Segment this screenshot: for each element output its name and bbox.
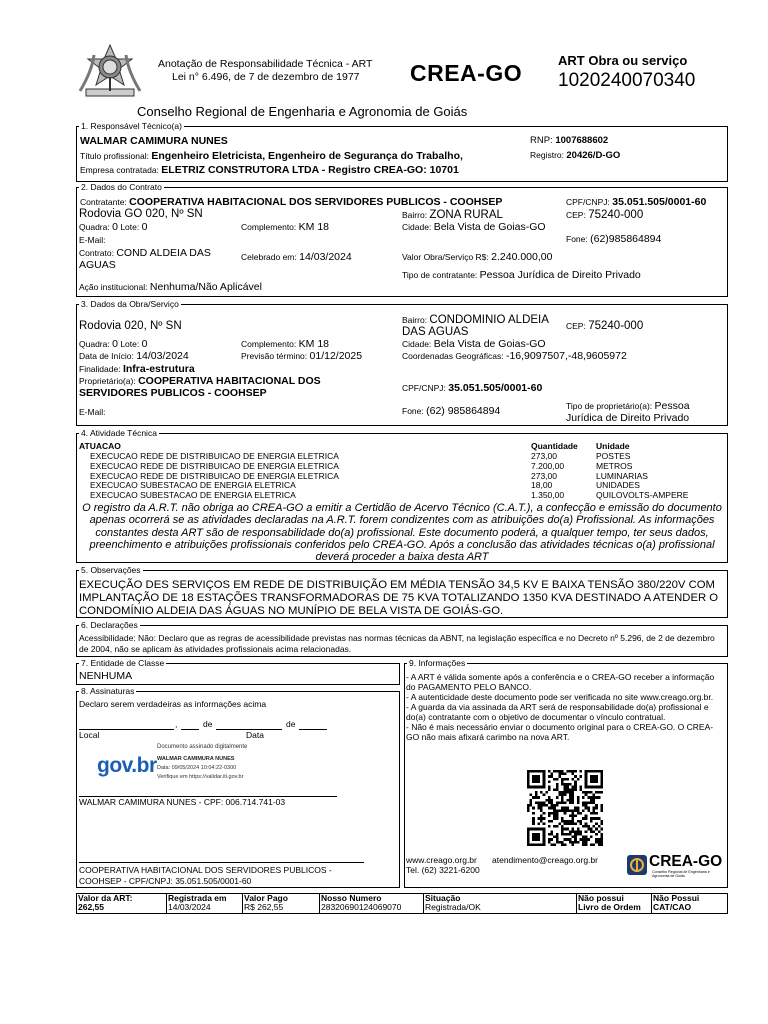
section-4-title: 4. Atividade Técnica [81,428,157,438]
local-label: Local [79,730,100,740]
govbr-logo: gov.br [97,754,157,777]
obra-endereco: Rodovia 020, Nº SN [79,320,182,332]
entidade-value: NENHUMA [79,670,133,682]
crea-logo-subtitle: Conselho Regional de Engenharia e Agronomia de Goiás [652,870,710,878]
footer-cell-label: Não possui [578,893,624,903]
activity-unit: METROS [596,461,633,471]
registro-label: Registro: [530,150,565,160]
brand-title: CREA-GO [410,60,523,86]
responsavel-name: WALMAR CAMIMURA NUNES [80,135,228,147]
footer-divider [651,893,652,914]
tipo-contratante-value: Pessoa Jurídica de Direito Privado [479,269,641,281]
celebrado-value: 14/03/2024 [299,251,352,263]
activity-desc: EXECUCAO SUBESTACAO DE ENERGIA ELETRICA [90,480,296,490]
contrato-compl-label: Complemento: [241,222,297,232]
acao-value: Nenhuma/Não Aplicável [149,281,262,293]
art-notice: O registro da A.R.T. não obriga ao CREA-GO a emitir a Certidão de Acervo Técnico (C.A.T.), a confecção e emissão do documento apenas ocorrerá se as atividades declaradas na A.R.T. forem condizentes com as atribuições do(a) Profissional. As informações constantes desta ART são de responsabilidade do(a) profissional. Este documento poderá, a qualquer tempo, ter seus dados, preenchimento e atribuições profissionais conferidos pelo CREA-GO. Após a conclusão das atividades técnicas o(a) profissional deverá proceder a baixa desta ART [82,502,722,564]
footer-divider [576,893,577,914]
info-item: - Não é mais necessário enviar o documento original para o CREA-GO. O CREA-GO não mais afixará carimbo na nova ART. [406,722,714,742]
info-item: - A ART é válida somente após a conferência e o CREA-GO receber a informação do PAGAMENTO PELO BANCO. [406,672,715,692]
inicio-label: Data de Início: [79,351,134,361]
footer-cell-value: Livro de Ordem [578,902,641,912]
art-label: ART Obra ou serviço [558,53,688,68]
info-item: - A autenticidade deste documento pode ser verificada no site www.creago.org.br. [406,692,714,702]
crea-tel: Tel. (62) 3221-6200 [406,865,480,875]
activity-qty: 273,00 [531,451,557,461]
contrato-fone-value: (62)985864894 [590,233,662,245]
valor-obra-value: 2.240.000,00 [491,251,553,263]
contrato-fone-label: Fone: [566,234,588,244]
obra-compl-label: Complemento: [241,339,297,349]
section-3-title: 3. Dados da Obra/Serviço [81,299,179,309]
obra-cep-value: 75240-000 [588,320,644,332]
year-line [299,729,327,730]
obra-cpf-label: CPF/CNPJ: [402,383,446,393]
obra-quadra-label: Quadra: [79,339,110,349]
valor-obra-label: Valor Obra/Serviço R$: [402,252,489,262]
contrato-cep-label: CEP: [566,210,586,220]
footer-cell-value: Registrada/OK [425,902,481,912]
contrato-cidade-value: Bela Vista de Goias-GO [433,221,546,233]
contrato-label: Contrato: [79,248,114,258]
tipo-proprietario-line1: Pessoa [654,400,690,412]
obra-quadra-value: 0 [112,338,118,350]
coat-of-arms-icon [72,41,148,101]
signature-line3: Data: 09/05/2024 10:04:22-0300 [157,765,237,771]
crea-site-link[interactable]: www.creago.org.br [406,855,477,865]
signature-line4: Verifique em https://validar.iti.gov.br [157,774,244,780]
activity-qty: 273,00 [531,471,557,481]
coord-label: Coordenadas Geográficas: [402,351,504,361]
contrato-quadra-value: 0 [112,221,118,233]
activity-unit: POSTES [596,451,631,461]
contratante-signature-line1: COOPERATIVA HABITACIONAL DOS SERVIDORES PUBLICOS - [79,865,332,875]
contrato-cep-value: 75240-000 [588,209,644,221]
contratante-label: Contratante: [80,197,127,207]
contrato-endereco: Rodovia GO 020, Nº SN [79,208,203,220]
section-assinaturas [76,686,400,888]
signature-line2: WALMAR CAMIMURA NUNES [157,756,235,762]
de-label-2: de [286,719,296,729]
obra-cep-label: CEP: [566,321,586,331]
finalidade-value: Infra-estrutura [122,363,195,375]
footer-cell-value: 28320690124069070 [321,902,402,912]
info-list [406,672,724,742]
observacoes-text: EXECUÇÃO DES SERVIÇOS EM REDE DE DISTRIBUIÇÃO EM MÉDIA TENSÃO 34,5 KV E BAIXA TENSÃO 380/220V COM IMPLANTAÇÃO DE 18 ESTAÇÕES TRANSFORMADORAS DE 75 KVA TOTALIZANDO 1350 KVA DESTINADO A ATENDER O CONDOMÍNIO ALDEIA DAS ÁGUAS NO MUNÍPIO DE BELA VISTA DE GOIÁS-GO. [79,579,719,617]
footer-cell-value: 262,55 [78,902,104,912]
activity-desc: EXECUCAO REDE DE DISTRIBUICAO DE ENERGIA ELETRICA [90,471,339,481]
contrato-lote-label: Lote: [120,222,140,232]
contrato-value-line2: AGUAS [79,259,116,271]
empresa-value: ELETRIZ CONSTRUTORA LTDA - Registro CREA-GO: 10701 [161,164,459,176]
section-5-title: 5. Observações [81,565,141,575]
section-6-title: 6. Declarações [81,620,138,630]
de-label-1: de [203,719,213,729]
inicio-value: 14/03/2024 [136,350,189,362]
contrato-quadra-label: Quadra: [79,222,110,232]
declaro-text: Declaro serem verdadeiras as informações acima [79,699,267,709]
tipo-proprietario-line2: Jurídica de Direito Privado [566,412,690,424]
activity-qty: 18,00 [531,480,553,490]
section-8-title: 8. Assinaturas [81,686,135,696]
section-9-title: 9. Informações [409,658,466,668]
activity-unit: LUMINARIAS [596,471,648,481]
rnp-label: RNP: [530,135,553,146]
activity-desc: EXECUCAO SUBESTACAO DE ENERGIA ELETRICA [90,490,296,500]
tipo-contratante-label: Tipo de contratante: [402,270,478,280]
header-line2: Lei n° 6.496, de 7 de dezembro de 1977 [172,71,360,83]
obra-bairro-line2: DAS AGUAS [402,326,469,338]
contrato-bairro-label: Bairro: [402,210,428,220]
atuacao-label: ATUACAO [79,441,121,451]
comma: , [175,719,178,729]
tipo-proprietario-label: Tipo de proprietário(a): [566,401,653,411]
obra-bairro-line1: CONDOMINIO ALDEIA [429,314,549,326]
obra-bairro-label: Bairro: [402,315,428,325]
obra-fone-label: Fone: [402,406,424,416]
empresa-label: Empresa contratada: [80,165,159,175]
art-number: 1020240070340 [558,70,696,91]
footer-cell-label: Situação [425,893,461,903]
quantidade-header: Quantidade [531,441,578,451]
data-label: Data [246,730,264,740]
finalidade-label: Finalidade: [79,364,121,374]
coord-value: -16,9097507,-48,9605972 [505,350,627,362]
contrato-email-label: E-Mail: [79,235,106,245]
section-1-title: 1. Responsável Técnico(a) [81,121,182,131]
day-line [181,729,199,730]
header-line1: Anotação de Responsabilidade Técnica - ART [158,58,373,70]
footer-divider [319,893,320,914]
activity-unit: QUILOVOLTS-AMPERE [596,490,689,500]
proprietario-line2: SERVIDORES PUBLICOS - COOHSEP [79,387,267,399]
declaracoes-text: Acessibilidade: Não: Declaro que as regras de acessibilidade previstas nas normas técnicas da ABNT, na legislação específica e no Decreto nº 5.296, de 2 de dezembro de 2004, não se aplicam às atividades profissionais acima relacionadas. [79,633,715,654]
contrato-bairro-value: ZONA RURAL [429,209,503,221]
obra-fone-value: (62) 985864894 [426,405,501,417]
footer-cell-label: Não Possui [653,893,700,903]
footer-divider [423,893,424,914]
previsao-label: Previsão término: [241,351,308,361]
footer-cell-label: Nosso Numero [321,893,382,903]
obra-lote-label: Lote: [120,339,140,349]
activity-desc: EXECUCAO REDE DE DISTRIBUICAO DE ENERGIA ELETRICA [90,451,339,461]
qr-code-icon [527,770,603,846]
obra-cpf-value: 35.051.505/0001-60 [448,382,543,394]
titulo-label: Título profissional: [80,151,149,161]
titulo-value: Engenheiro Eletricista, Engenheiro de Segurança do Trabalho, [151,150,463,162]
activity-qty: 7.200,00 [531,461,565,471]
council-name: Conselho Regional de Engenharia e Agronomia de Goiás [137,104,468,119]
obra-compl-value: KM 18 [298,338,330,350]
previsao-value: 01/12/2025 [309,350,363,362]
contrato-cpf-label: CPF/CNPJ: [566,197,610,207]
contratante-signature-line [79,862,364,863]
contrato-cpf-value: 35.051.505/0001-60 [612,196,707,208]
unidade-header: Unidade [596,441,630,451]
contrato-lote-value: 0 [141,221,148,233]
contratante-signature-line2: COOHSEP - CPF/CNPJ: 35.051.505/0001-60 [79,876,252,886]
footer-cell-value: 14/03/2024 [168,902,211,912]
obra-cidade-label: Cidade: [402,339,432,349]
acao-label: Ação institucional: [79,282,148,292]
signature-name: WALMAR CAMIMURA NUNES - CPF: 006.714.741-03 [79,797,286,807]
registro-value: 20426/D-GO [566,150,621,161]
obra-lote-value: 0 [141,338,148,350]
footer-cell-value: CAT/CAO [653,902,692,912]
contrato-value-line1: COND ALDEIA DAS [116,247,211,259]
activity-unit: UNIDADES [596,480,640,490]
contrato-cidade-label: Cidade: [402,222,432,232]
contrato-compl-value: KM 18 [298,221,330,233]
footer-cell-label: Valor da ART: [78,893,133,903]
obra-cidade-value: Bela Vista de Goias-GO [433,338,546,350]
activity-qty: 1.350,00 [531,490,565,500]
footer-cell-value: R$ 262,55 [244,902,284,912]
activity-desc: EXECUCAO REDE DE DISTRIBUICAO DE ENERGIA ELETRICA [90,461,339,471]
footer-divider [242,893,243,914]
info-item: - A guarda da via assinada da ART será de responsabilidade do(a) profissional e do(a) contratante com o objetivo de documentar o vínculo contratual. [406,702,709,722]
proprietario-label: Proprietário(a): [79,376,136,386]
signature-line1: Documento assinado digitalmente [157,744,248,750]
crea-logo-icon [627,855,647,875]
crea-email-link[interactable]: atendimento@creago.org.br [492,855,598,865]
section-7-title: 7. Entidade de Classe [81,658,165,668]
section-2-title: 2. Dados do Contrato [81,182,162,192]
proprietario-line1: COOPERATIVA HABITACIONAL DOS [138,375,321,387]
obra-email-label: E-Mail: [79,407,106,417]
footer-cell-label: Registrada em [168,893,227,903]
footer-cell-label: Valor Pago [244,893,288,903]
rnp-value: 1007688602 [555,135,609,146]
celebrado-label: Celebrado em: [241,252,297,262]
crea-logo-text: CREA-GO [649,853,723,870]
contratante-value: COOPERATIVA HABITACIONAL DOS SERVIDORES PUBLICOS - COOHSEP [129,196,503,208]
footer-divider [166,893,167,914]
